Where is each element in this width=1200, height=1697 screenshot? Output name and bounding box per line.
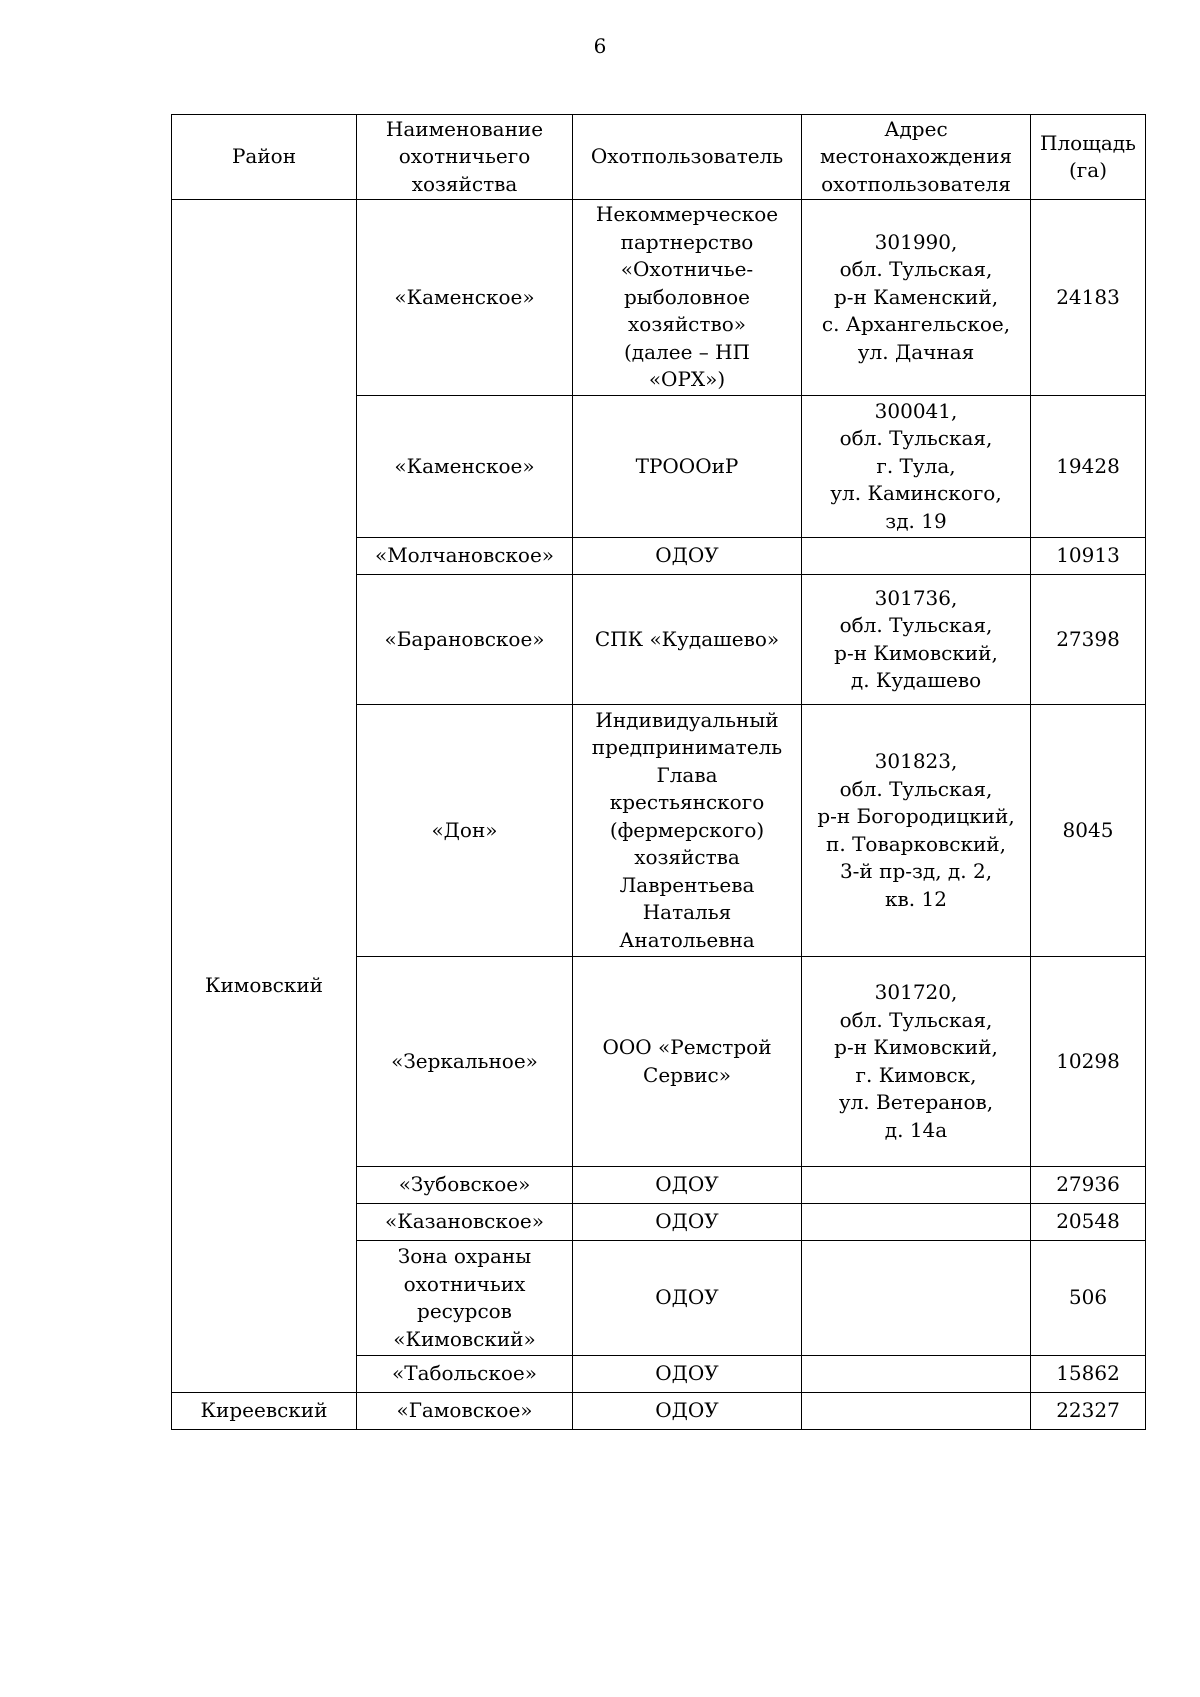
text-line: Анатольевна xyxy=(619,927,755,952)
text-line: партнерство xyxy=(620,229,754,254)
text-line: д. 14а xyxy=(884,1117,948,1142)
text-line: Некоммерческое xyxy=(595,202,779,227)
text-line: «Молчановское» xyxy=(374,543,555,568)
table-row xyxy=(172,200,1146,396)
text-line: ТРОООиР xyxy=(635,453,739,478)
hunting-user xyxy=(573,538,802,575)
text-line: ОДОУ xyxy=(655,1398,719,1423)
text-line: ОДОУ xyxy=(655,1209,719,1234)
text-line: «Каменское» xyxy=(394,453,535,478)
hunting-user xyxy=(573,396,802,538)
text-line: кв. 12 xyxy=(885,886,947,911)
text-line: ул. Каминского, xyxy=(830,481,1002,506)
text-line: «Охотничье- xyxy=(620,257,754,282)
text-line: 301720, xyxy=(874,980,958,1004)
hunting-ground-name xyxy=(357,1204,573,1241)
text-line: Район xyxy=(231,144,297,169)
user-address xyxy=(802,1167,1031,1204)
text-line: обл. Тульская, xyxy=(839,613,993,637)
table-header-row xyxy=(172,115,1146,200)
area-value: 506 xyxy=(1031,1241,1146,1356)
text-line: Индивидуальный xyxy=(595,707,779,732)
text-line: д. Кудашево xyxy=(850,668,982,692)
hunting-user xyxy=(573,705,802,957)
text-line: Лаврентьева xyxy=(619,872,755,897)
hunting-ground-name xyxy=(357,1241,573,1356)
text-line: «Барановское» xyxy=(384,626,545,651)
hunting-ground-name xyxy=(357,957,573,1167)
user-address xyxy=(802,396,1031,538)
text-line: п. Товарковский, xyxy=(826,831,1006,856)
text-line: Наименование xyxy=(385,116,544,141)
text-line: 300041, xyxy=(874,398,958,423)
hunting-user xyxy=(573,957,802,1167)
text-line: р-н Богородицкий, xyxy=(817,804,1015,828)
hunting-ground-name xyxy=(357,200,573,396)
text-line: 301736, xyxy=(874,585,958,610)
district-spacer xyxy=(176,593,352,972)
text-line: р-н Кимовский, xyxy=(834,1035,998,1059)
district-cell-kireevsky: Киреевский xyxy=(172,1393,357,1430)
user-address xyxy=(802,200,1031,396)
page-number: 6 xyxy=(593,34,607,58)
text-line: крестьянского xyxy=(609,790,765,815)
area-value: 8045 xyxy=(1031,705,1146,957)
area-value: 27398 xyxy=(1031,575,1146,705)
text-line: обл. Тульская, xyxy=(839,257,993,282)
district-label: Кимовский xyxy=(204,972,324,997)
text-line: г. Тула, xyxy=(876,453,956,478)
text-line: хозяйства xyxy=(634,845,740,870)
hunting-ground-name xyxy=(357,705,573,957)
hunting-ground-name xyxy=(357,396,573,538)
hunting-ground-name xyxy=(357,1356,573,1393)
text-line: ОДОУ xyxy=(655,1285,719,1310)
text-line: зд. 19 xyxy=(885,508,947,533)
user-address xyxy=(802,1393,1031,1430)
text-line: (далее – НП xyxy=(623,339,750,364)
user-address xyxy=(802,538,1031,575)
text-line: р-н Кимовский, xyxy=(834,640,998,665)
text-line: Зона охраны xyxy=(397,1244,532,1268)
text-line: хозяйство» xyxy=(628,312,746,337)
text-line: р-н Каменский, xyxy=(833,284,999,309)
text-line: охотпользователя xyxy=(821,171,1011,196)
user-address xyxy=(802,1356,1031,1393)
hunting-user xyxy=(573,200,802,396)
user-address xyxy=(802,705,1031,957)
header-hunting-user xyxy=(573,115,802,200)
header-user-address xyxy=(802,115,1031,200)
hunting-ground-name xyxy=(357,1167,573,1204)
area-value: 19428 xyxy=(1031,396,1146,538)
text-line: местонахождения xyxy=(819,144,1013,169)
text-line: «Каменское» xyxy=(394,284,535,309)
text-line: 301990, xyxy=(874,229,958,254)
text-line: «Зубовское» xyxy=(398,1172,531,1197)
text-line: ул. Дачная xyxy=(857,339,975,364)
user-address xyxy=(802,957,1031,1167)
text-line: ОДОУ xyxy=(655,1172,719,1197)
area-value: 10913 xyxy=(1031,538,1146,575)
header-area xyxy=(1031,115,1146,200)
text-line: 3-й пр-зд, д. 2, xyxy=(839,859,993,883)
header-hunting-ground-name xyxy=(357,115,573,200)
area-value: 15862 xyxy=(1031,1356,1146,1393)
text-line: г. Кимовск, xyxy=(855,1062,977,1087)
text-line: рыболовное xyxy=(623,284,750,309)
text-line: «ОРХ») xyxy=(648,367,726,392)
hunting-user xyxy=(573,1204,802,1241)
table-row xyxy=(172,1393,1146,1430)
hunting-user xyxy=(573,1241,802,1356)
text-line: «Табольское» xyxy=(392,1361,537,1386)
text-line: Глава xyxy=(656,762,718,787)
text-line: СПК «Кудашево» xyxy=(594,626,780,651)
text-line: ресурсов xyxy=(417,1299,512,1323)
hunting-grounds-table xyxy=(171,114,1146,1430)
area-value: 24183 xyxy=(1031,200,1146,396)
text-line: ООО «Ремстрой xyxy=(602,1035,772,1059)
text-line: Площадь xyxy=(1040,130,1136,155)
user-address xyxy=(802,575,1031,705)
hunting-ground-name xyxy=(357,538,573,575)
hunting-user xyxy=(573,1393,802,1430)
text-line: обл. Тульская, xyxy=(839,1007,993,1032)
user-address xyxy=(802,1241,1031,1356)
text-line: «Гамовское» xyxy=(396,1398,533,1423)
area-value: 27936 xyxy=(1031,1167,1146,1204)
hunting-user xyxy=(573,1356,802,1393)
text-line: обл. Тульская, xyxy=(839,776,993,801)
district-cell-kimovsky xyxy=(172,200,357,1393)
text-line: 301823, xyxy=(874,749,958,773)
text-line: ул. Ветеранов, xyxy=(838,1090,994,1114)
hunting-user xyxy=(573,575,802,705)
text-line: с. Архангельское, xyxy=(821,312,1011,337)
hunting-ground-name xyxy=(357,575,573,705)
text-line: Наталья xyxy=(642,900,732,925)
user-address xyxy=(802,1204,1031,1241)
text-line: обл. Тульская, xyxy=(839,426,993,451)
area-value: 22327 xyxy=(1031,1393,1146,1430)
hunting-user xyxy=(573,1167,802,1204)
text-line: «Зеркальное» xyxy=(391,1048,538,1073)
text-line: предприниматель xyxy=(591,735,783,760)
hunting-ground-name xyxy=(357,1393,573,1430)
text-line: Адрес xyxy=(884,116,948,141)
area-value: 20548 xyxy=(1031,1204,1146,1241)
text-line: ОДОУ xyxy=(655,1361,719,1386)
text-line: «Казановское» xyxy=(385,1209,544,1234)
area-value: 10298 xyxy=(1031,957,1146,1167)
text-line: охотничьих xyxy=(403,1271,526,1296)
text-line: Сервис» xyxy=(643,1062,731,1087)
text-line: (га) xyxy=(1068,158,1107,182)
text-line: Охотпользователь xyxy=(590,144,784,169)
text-line: охотничьего xyxy=(398,144,531,169)
header-district xyxy=(172,115,357,200)
text-line: «Кимовский» xyxy=(393,1326,536,1351)
text-line: ОДОУ xyxy=(655,543,719,568)
text-line: «Дон» xyxy=(431,817,498,842)
text-line: (фермерского) xyxy=(609,817,765,842)
text-line: хозяйства xyxy=(411,171,518,196)
